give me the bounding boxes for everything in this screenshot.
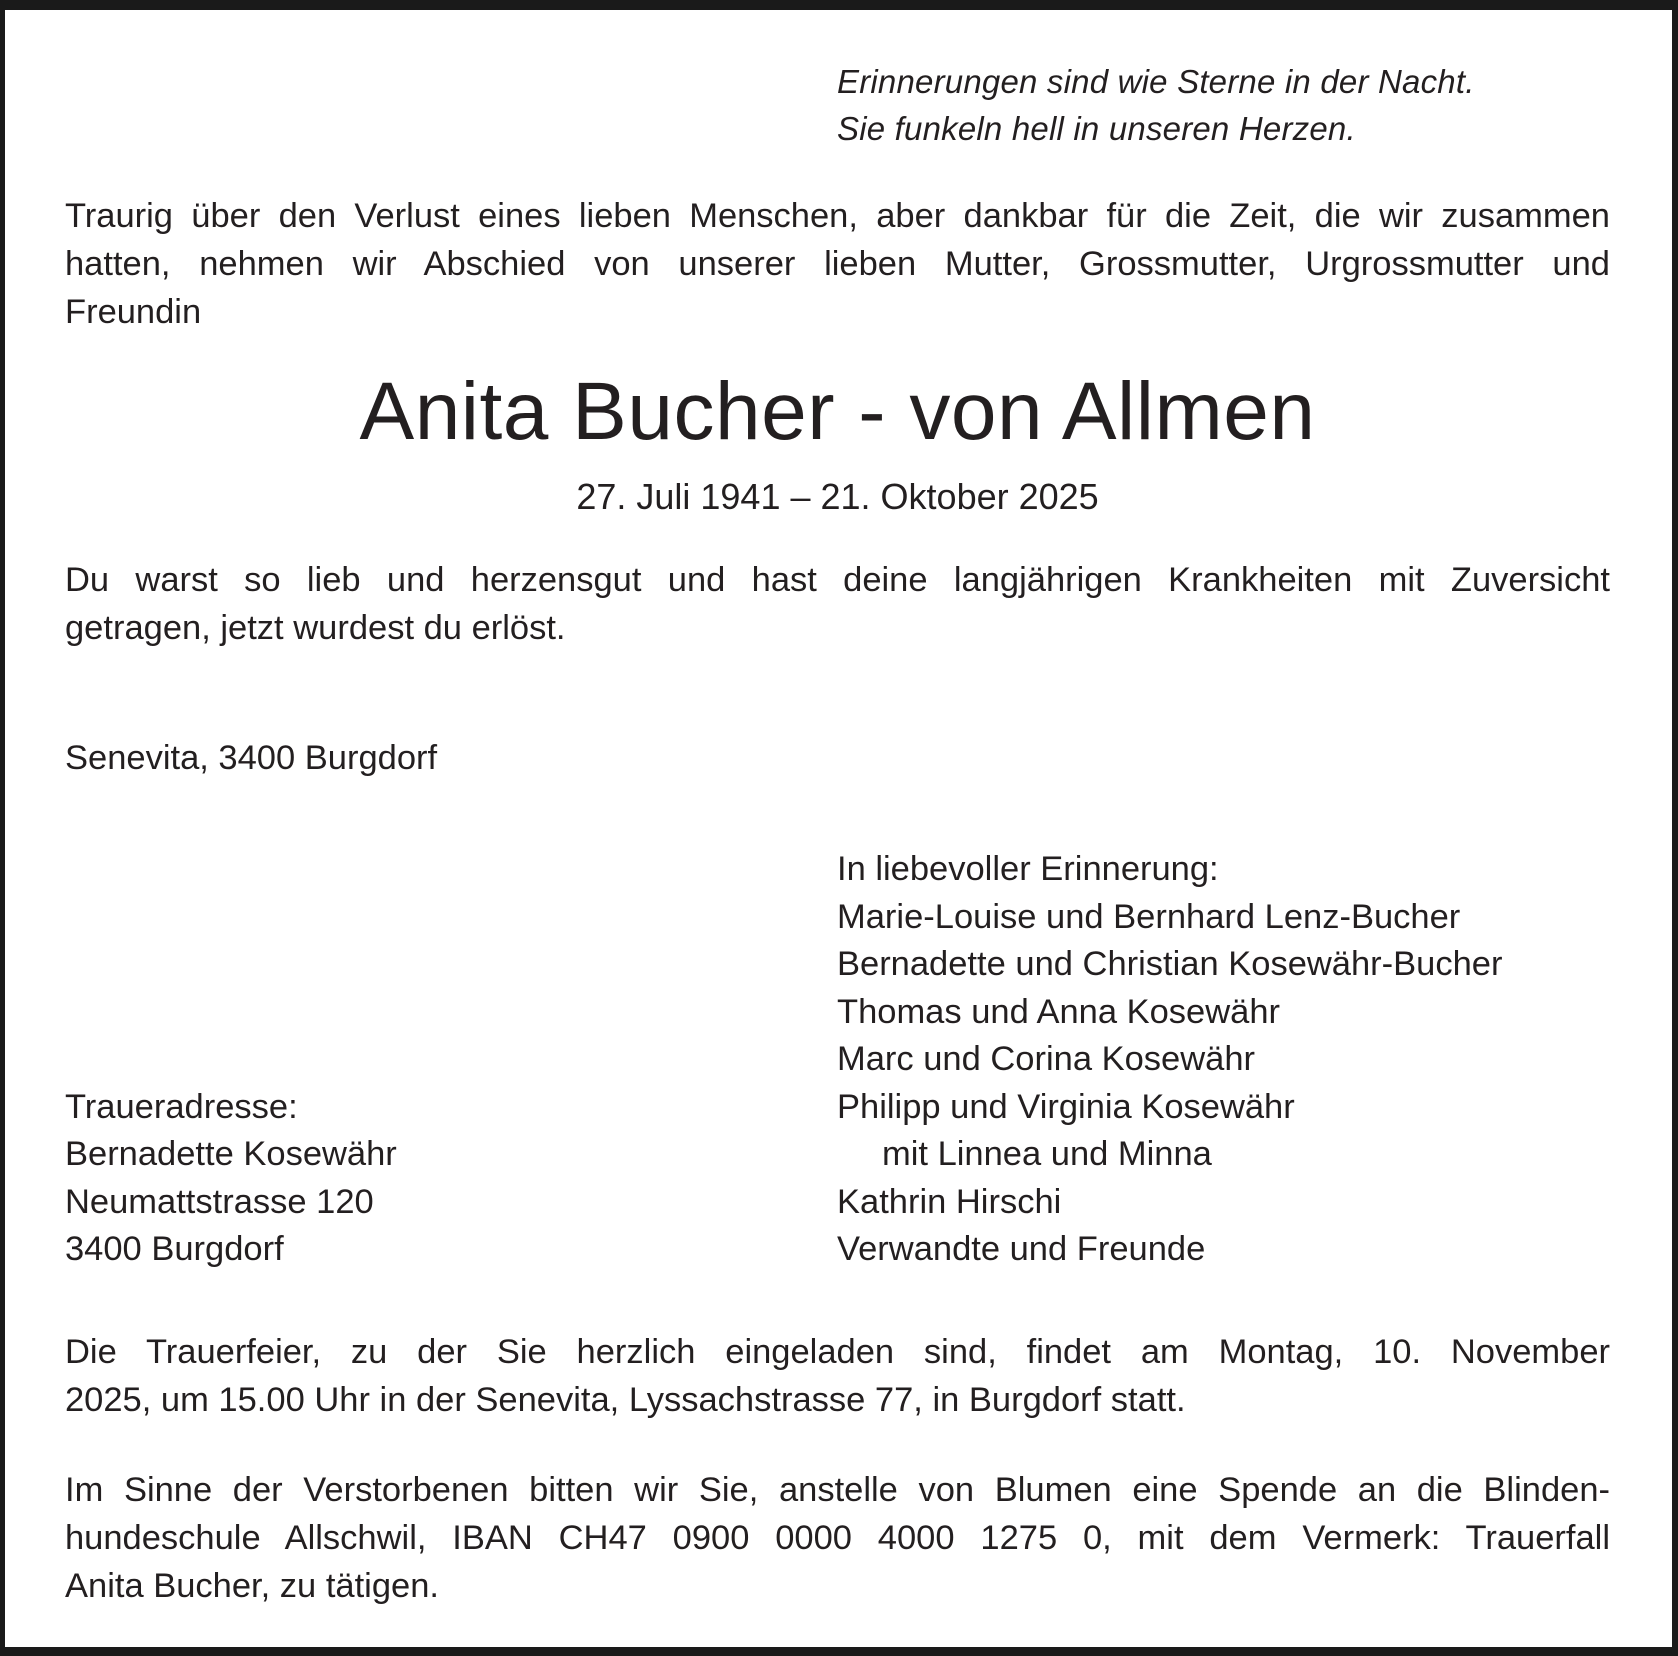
intro-paragraph — [65, 192, 1610, 336]
memorial-row — [65, 846, 1610, 894]
residence-line: Senevita, 3400 Burgdorf — [65, 739, 438, 777]
memorial-row — [65, 989, 1610, 1037]
mourner-name: Bernadette und Christian Kosewähr-Bucher — [837, 945, 1503, 983]
donation-line-3: Anita Bucher, zu tätigen. — [65, 1566, 439, 1605]
epigraph-line-2: Sie funkeln hell in unseren Herzen. — [837, 110, 1356, 147]
donation-paragraph — [65, 1466, 1610, 1610]
mourner-name: Philipp und Virginia Kosewähr — [837, 1087, 1295, 1126]
mourning-address-city: 3400 Burgdorf — [65, 1230, 284, 1268]
memorial-row — [65, 1131, 1610, 1179]
memorial-row — [65, 1226, 1610, 1274]
intro-line-2: hatten, nehmen wir Abschied von unserer lieben Mutter, Grossmutter, Urgrossmutter und — [65, 245, 1610, 283]
intro-line-1: Traurig über den Verlust eines lieben Menschen, aber dankbar für die Zeit, die wir zusammen — [65, 197, 1610, 235]
deceased-name: Anita Bucher - von Allmen — [359, 366, 1316, 457]
donation-line-2: hundeschule Allschwil, IBAN CH47 0900 0000 4000 1275 0, mit dem Vermerk: Trauerfall — [65, 1518, 1610, 1557]
intro-line-3: Freundin — [65, 293, 202, 331]
memorial-section — [65, 846, 1610, 1274]
mourning-address-label: Traueradresse: — [65, 1087, 298, 1126]
mourner-name: Marc und Corina Kosewähr — [837, 1040, 1256, 1078]
mourner-name: Marie-Louise und Bernhard Lenz-Bucher — [837, 897, 1461, 936]
obituary-content — [5, 58, 1672, 1656]
mourning-address-cell — [65, 1036, 837, 1084]
mourner-name-indented: mit Linnea und Minna — [882, 1135, 1212, 1173]
mourning-address-cell — [65, 846, 837, 894]
memorial-row — [65, 894, 1610, 942]
donation-line-1: Im Sinne der Verstorbenen bitten wir Sie, anstelle von Blumen eine Spende an die Blinden- — [65, 1470, 1610, 1509]
service-line-1: Die Trauerfeier, zu der Sie herzlich eingeladen sind, findet am Montag, 10. November — [65, 1332, 1610, 1371]
service-paragraph — [65, 1328, 1610, 1424]
mourning-address-cell — [65, 989, 837, 1037]
memorial-heading: In liebevoller Erinnerung: — [837, 850, 1219, 888]
life-dates: 27. Juli 1941 – 21. Oktober 2025 — [576, 476, 1099, 517]
memorial-row — [65, 1179, 1610, 1227]
tribute-line-2: getragen, jetzt wurdest du erlöst. — [65, 609, 566, 647]
memorial-row — [65, 941, 1610, 989]
memorial-row — [65, 1036, 1610, 1084]
mourner-name: Verwandte und Freunde — [837, 1230, 1206, 1268]
mourning-address-street: Neumattstrasse 120 — [65, 1182, 374, 1221]
mourning-address-cell — [65, 894, 837, 942]
mourning-address-cell — [65, 941, 837, 989]
epigraph — [837, 58, 1610, 152]
tribute-paragraph — [65, 556, 1610, 652]
mourner-name: Kathrin Hirschi — [837, 1182, 1062, 1221]
service-line-2: 2025, um 15.00 Uhr in der Senevita, Lyssachstrasse 77, in Burgdorf statt. — [65, 1380, 1186, 1419]
epigraph-line-1: Erinnerungen sind wie Sterne in der Nacht. — [837, 63, 1475, 100]
memorial-row — [65, 1084, 1610, 1132]
mourner-name: Thomas und Anna Kosewähr — [837, 992, 1281, 1031]
mourning-address-name: Bernadette Kosewähr — [65, 1135, 397, 1173]
tribute-line-1: Du warst so lieb und herzensgut und hast deine langjährigen Krankheiten mit Zuversicht — [65, 561, 1610, 599]
